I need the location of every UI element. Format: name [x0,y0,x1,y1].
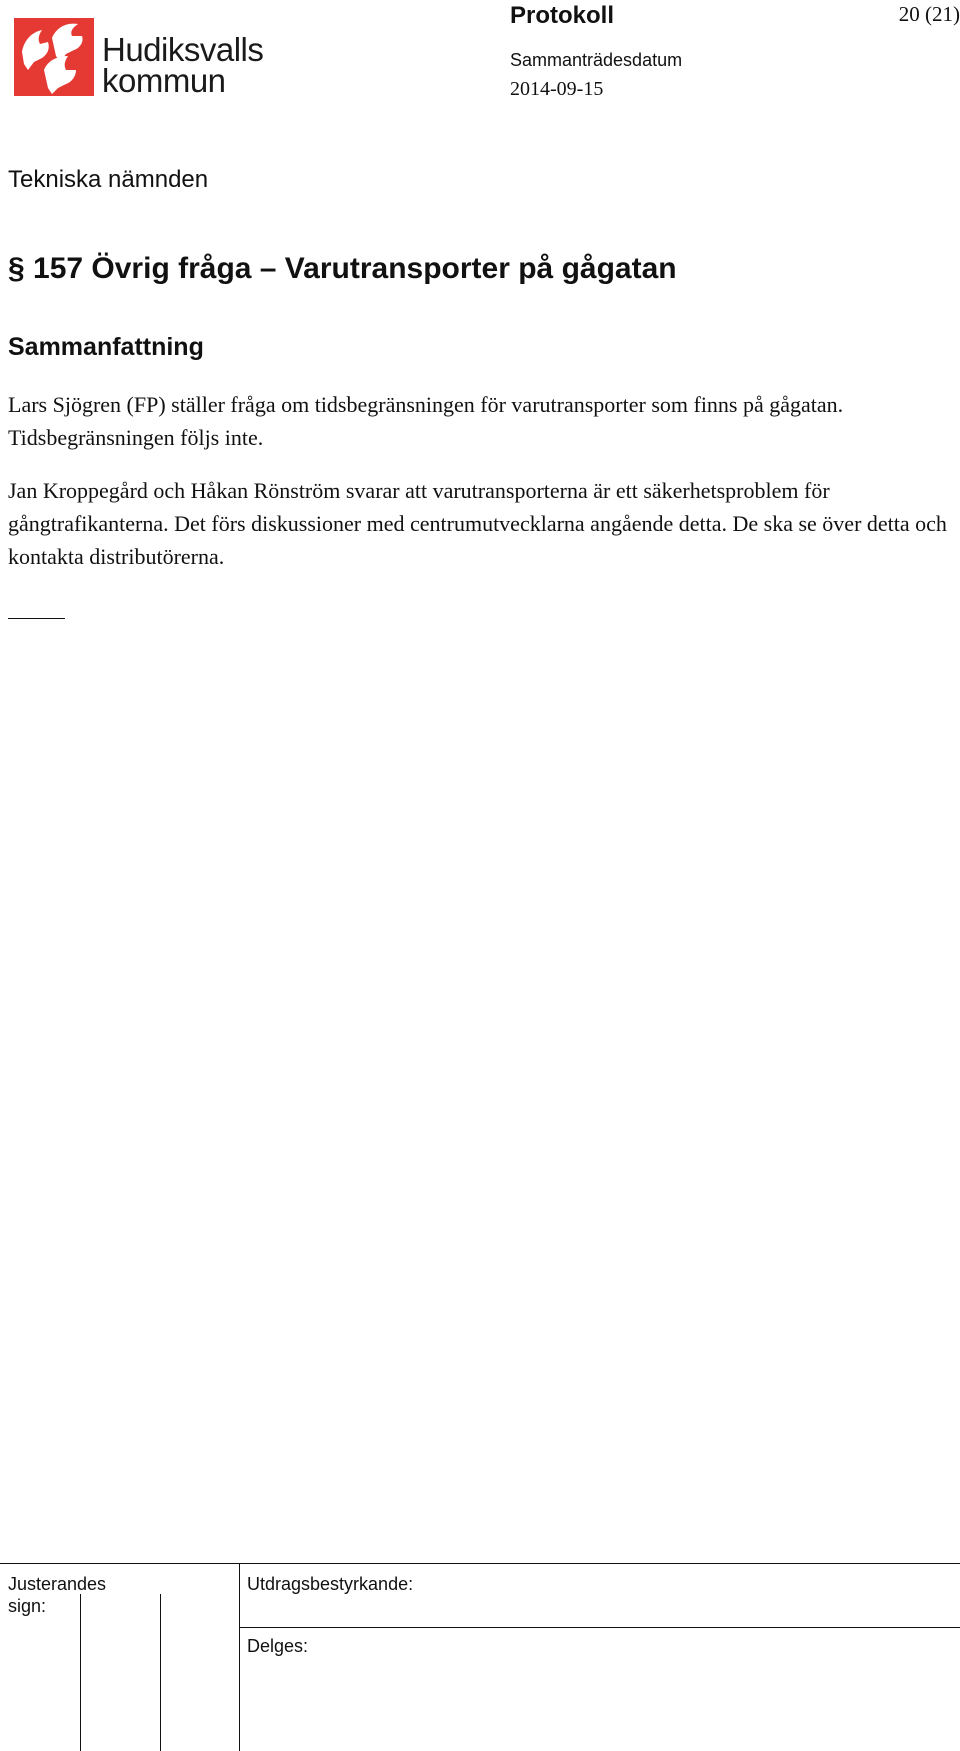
sign-label [8,1573,106,1617]
section-heading: § 157 Övrig fråga – Varutransporter på gågatan [8,252,677,285]
footer-sign-box-2 [160,1594,161,1751]
sign-label-line-1: Justerandes [8,1574,107,1594]
footer-divider-delges [239,1627,960,1628]
footer-sign-box-1 [80,1594,81,1751]
paragraph-question: Lars Sjögren (FP) ställer fråga om tidsbegränsningen för varutransporter som finns på gågatan. Tidsbegränsningen följs inte. [8,392,844,450]
logo-wordmark [102,31,264,99]
page-number: 20 (21) [898,2,960,26]
goat-emblem-icon [14,18,94,96]
committee-name: Tekniska nämnden [8,166,209,193]
extract-certification-label: Utdragsbestyrkande: [247,1574,414,1594]
meeting-date: 2014-09-15 [510,78,604,100]
logo-line-2: kommun [102,62,226,99]
end-rule [8,618,65,619]
signature-footer [0,1563,960,1751]
footer-divider-main [239,1564,240,1751]
meeting-date-label: Sammanträdesdatum [510,50,683,70]
municipality-logo [14,16,274,98]
summary-heading: Sammanfattning [8,333,204,361]
logo-line-1: Hudiksvalls [102,31,264,68]
document-type: Protokoll [510,2,615,29]
sign-label-line-2: sign: [8,1596,47,1616]
delivered-to-label: Delges: [247,1636,309,1656]
paragraph-answer: Jan Kroppegård och Håkan Rönström svarar att varutransporterna är ett säkerhetsproblem för gångtrafikanterna. Det förs diskussioner med centrumutvecklarna angående detta. De ska se över detta och kontakta distributörerna. [8,478,947,569]
